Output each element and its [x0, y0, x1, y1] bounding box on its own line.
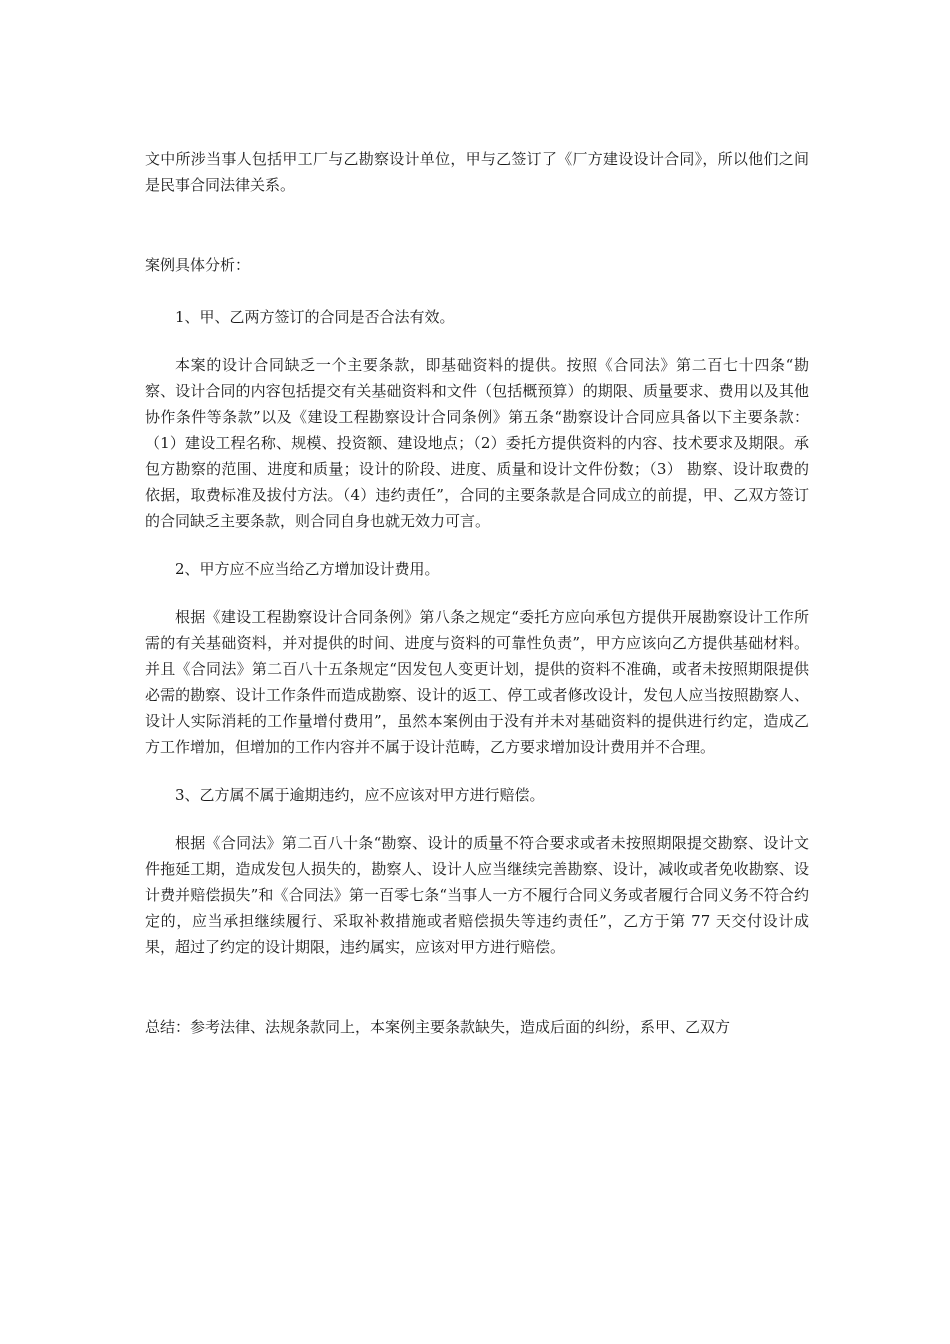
question-2: 2、甲方应不应当给乙方增加设计费用。 [175, 560, 440, 578]
answer-1: 本案的设计合同缺乏一个主要条款，即基础资料的提供。按照《合同法》第二百七十四条“勘察、设计合同的内容包括提交有关基础资料和文件（包括概预算）的期限、质量要求、费用以及其他协作条件等条款”以及《建设工程勘察设计合同条例》第五条“勘察设计合同应具备以下主要条款：（1）建设工程名称、规模、投资额、建设地点；（2）委托方提供资料的内容、技术要求及期限。承包方勘察的范围、进度和质量；设计的阶段、进度、质量和设计文件份数；（3） 勘察、设计取费的依据，取费标准及拔付方法。（4）违约责任”，合同的主要条款是合同成立的前提，甲、乙双方签订的合同缺乏主要条款，则合同自身也就无效力可言。 [145, 356, 809, 530]
question-3: 3、乙方属不属于逾期违约，应不应该对甲方进行赔偿。 [175, 786, 545, 804]
question-1: 1、甲、乙两方签订的合同是否合法有效。 [175, 308, 455, 326]
summary-paragraph: 总结：参考法律、法规条款同上，本案例主要条款缺失，造成后面的纠纷，系甲、乙双方 [145, 1018, 731, 1036]
intro-paragraph: 文中所涉当事人包括甲工厂与乙勘察设计单位，甲与乙签订了《厂方建设设计合同》，所以他们之间是民事合同法律关系。 [145, 150, 809, 194]
analysis-heading: 案例具体分析： [145, 256, 251, 274]
answer-2: 根据《建设工程勘察设计合同条例》第八条之规定“委托方应向承包方提供开展勘察设计工作所需的有关基础资料，并对提供的时间、进度与资料的可靠性负责”，甲方应该向乙方提供基础材料。并且《合同法》第二百八十五条规定“因发包人变更计划，提供的资料不准确，或者未按照期限提供必需的勘察、设计工作条件而造成勘察、设计的返工、停工或者修改设计，发包人应当按照勘察人、设计人实际消耗的工作量增付费用”，虽然本案例由于没有并未对基础资料的提供进行约定，造成乙方工作增加，但增加的工作内容并不属于设计范畴，乙方要求增加设计费用并不合理。 [145, 608, 809, 756]
document-page [145, 146, 809, 1040]
answer-3: 根据《合同法》第二百八十条“勘察、设计的质量不符合要求或者未按照期限提交勘察、设计文件拖延工期，造成发包人损失的，勘察人、设计人应当继续完善勘察、设计，减收或者免收勘察、设计费并赔偿损失”和《合同法》第一百零七条“当事人一方不履行合同义务或者履行合同义务不符合约定的，应当承担继续履行、采取补救措施或者赔偿损失等违约责任”，乙方于第 77 天交付设计成果，超过了约定的设计期限，违约属实，应该对甲方进行赔偿。 [145, 834, 809, 956]
